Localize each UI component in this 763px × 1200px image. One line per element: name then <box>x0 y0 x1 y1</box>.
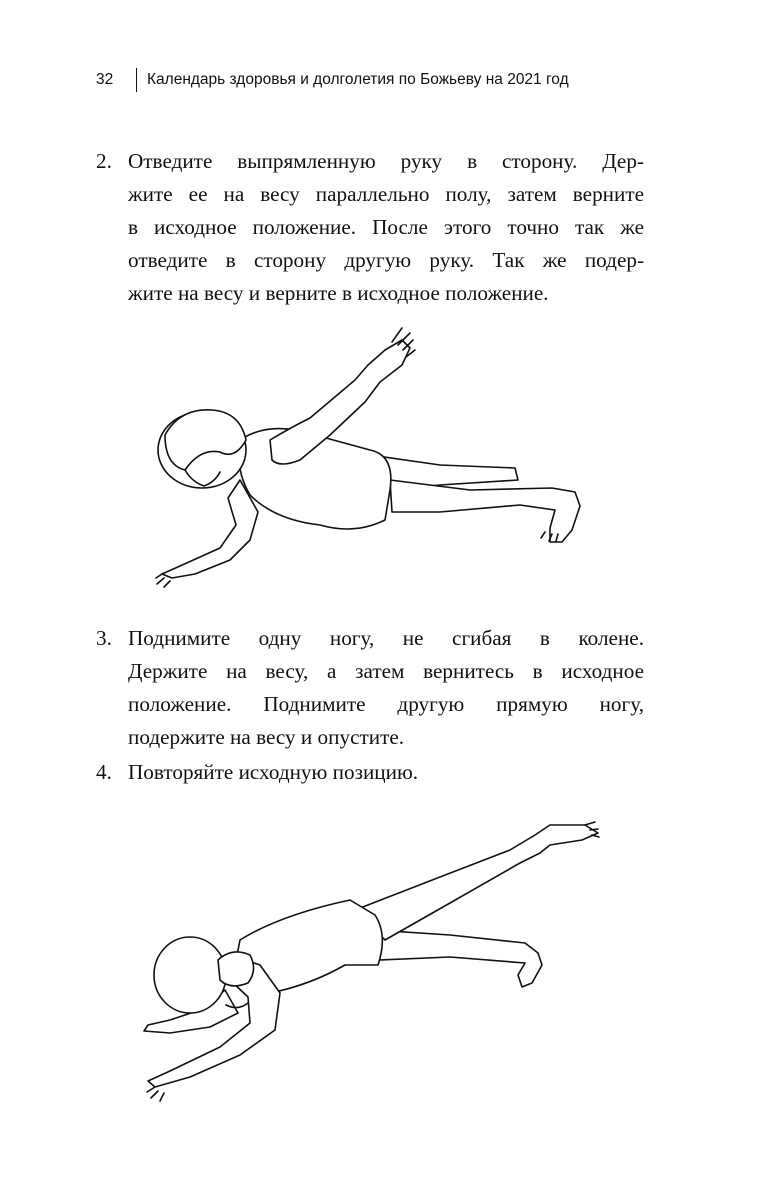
page-number: 32 <box>96 71 114 88</box>
text-line: в исходное положение. После этого точно так же <box>128 215 644 239</box>
list-item-text <box>128 756 644 789</box>
text-line: Повторяйте исходную позицию. <box>128 760 419 784</box>
list-marker: 3. <box>96 626 112 650</box>
bun <box>218 952 254 986</box>
head <box>154 937 226 1013</box>
text-line: положение. Поднимите другую прямую ногу, <box>128 692 644 716</box>
text-line: Отведите выпрямленную руку в сторону. Дер- <box>128 149 644 173</box>
support-arm <box>162 480 258 578</box>
list-item-text <box>128 145 644 310</box>
raised-leg <box>355 825 598 940</box>
running-title: Календарь здоровья и долголетия по Божьеву на 2021 год <box>147 71 569 88</box>
list-item-4 <box>96 756 644 789</box>
list-marker: 4. <box>96 760 112 784</box>
lower-leg <box>375 930 542 987</box>
list-marker: 2. <box>96 149 112 173</box>
list-item-3 <box>96 622 644 754</box>
plank-leg-raise-illustration <box>130 815 610 1105</box>
front-leg <box>390 480 580 542</box>
running-header <box>96 68 569 92</box>
list-item-2 <box>96 145 644 310</box>
text-line: жите ее на весу параллельно полу, затем верните <box>128 182 644 206</box>
text-line: подержите на весу и опустите. <box>128 725 405 749</box>
list-item-text <box>128 622 644 754</box>
text-line: отведите в сторону другую руку. Так же подер- <box>128 248 644 272</box>
header-divider <box>136 68 137 92</box>
front-hand-fingers <box>147 1087 164 1101</box>
plank-arm-raise-illustration <box>140 320 600 600</box>
text-line: Поднимите одну ногу, не сгибая в колене. <box>128 626 644 650</box>
text-line: Держите на весу, а затем вернитесь в исходное <box>128 659 644 683</box>
text-line: жите на весу и верните в исходное положение. <box>128 281 549 305</box>
